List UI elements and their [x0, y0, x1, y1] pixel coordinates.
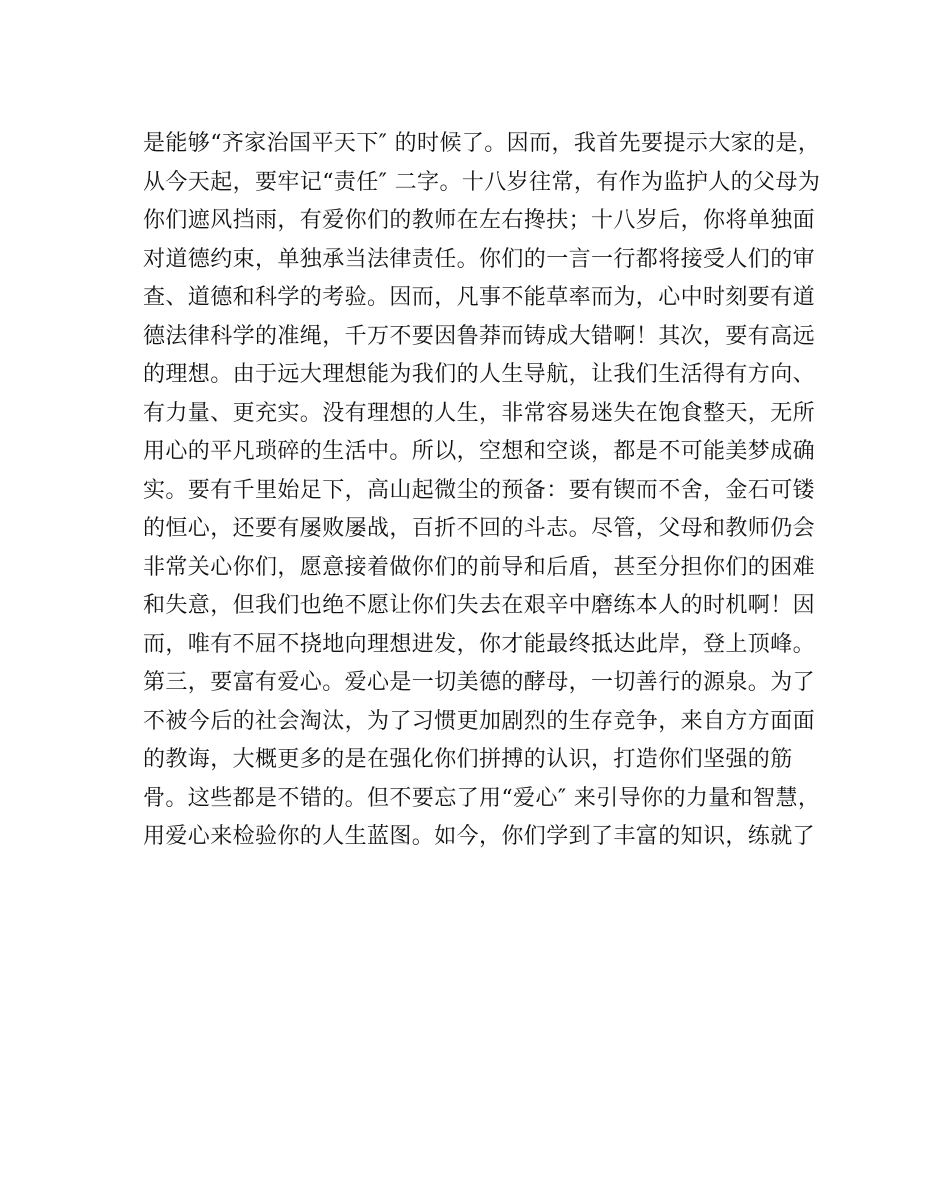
text-line: 非常关心你们，愿意接着做你们的前导和后盾，甚至分担你们的困难	[143, 554, 816, 580]
text-line: 的教诲，大概更多的是在强化你们拼搏的认识，打造你们坚强的筋	[143, 747, 793, 772]
text-line: 从今天起，要牢记“责任″ 二字。十八岁往常，有作为监护人的父母为	[143, 169, 821, 195]
text-line: 而，唯有不屈不挠地向理想进发，你才能最终抵达此岸，登上顶峰。	[143, 631, 816, 657]
text-line: 骨。这些都是不错的。但不要忘了用“爱心″ 来引导你的力量和智慧，	[143, 785, 821, 811]
text-line: 和失意，但我们也绝不愿让你们失去在艰辛中磨练本人的时机啊！因	[143, 593, 816, 618]
text-line: 对道德约束，单独承当法律责任。你们的一言一行都将接受人们的审	[143, 246, 816, 272]
text-line: 的理想。由于远大理想能为我们的人生导航，让我们生活得有方向、	[143, 362, 816, 387]
text-line: 用爱心来检验你的人生蓝图。如今，你们学到了丰富的知识，练就了	[143, 824, 816, 849]
text-line: 的恒心，还要有屡败屡战，百折不回的斗志。尽管，父母和教师仍会	[143, 516, 816, 541]
text-line: 是能够“齐家治国平天下″ 的时候了。因而，我首先要提示大家的是，	[143, 131, 821, 156]
text-line: 第三，要富有爱心。爱心是一切美德的酵母，一切善行的源泉。为了	[143, 670, 816, 695]
text-line: 查、道德和科学的考验。因而，凡事不能草率而为，心中时刻要有道	[143, 285, 816, 310]
text-line: 德法律科学的准绳，千万不要因鲁莽而铸成大错啊！其次，要有高远	[143, 323, 816, 349]
text-line: 你们遮风挡雨，有爱你们的教师在左右搀扶；十八岁后，你将单独面	[143, 208, 816, 233]
text-line: 用心的平凡琐碎的生活中。所以，空想和空谈，都是不可能美梦成确	[143, 439, 816, 464]
text-line: 有力量、更充实。没有理想的人生，非常容易迷失在饱食整天，无所	[143, 400, 816, 426]
text-line: 实。要有千里始足下，高山起微尘的预备：要有锲而不舍，金石可镂	[143, 477, 816, 503]
body-text	[143, 125, 823, 857]
text-line: 不被今后的社会淘汰，为了习惯更加剧烈的生存竞争，来自方方面面	[143, 708, 816, 734]
